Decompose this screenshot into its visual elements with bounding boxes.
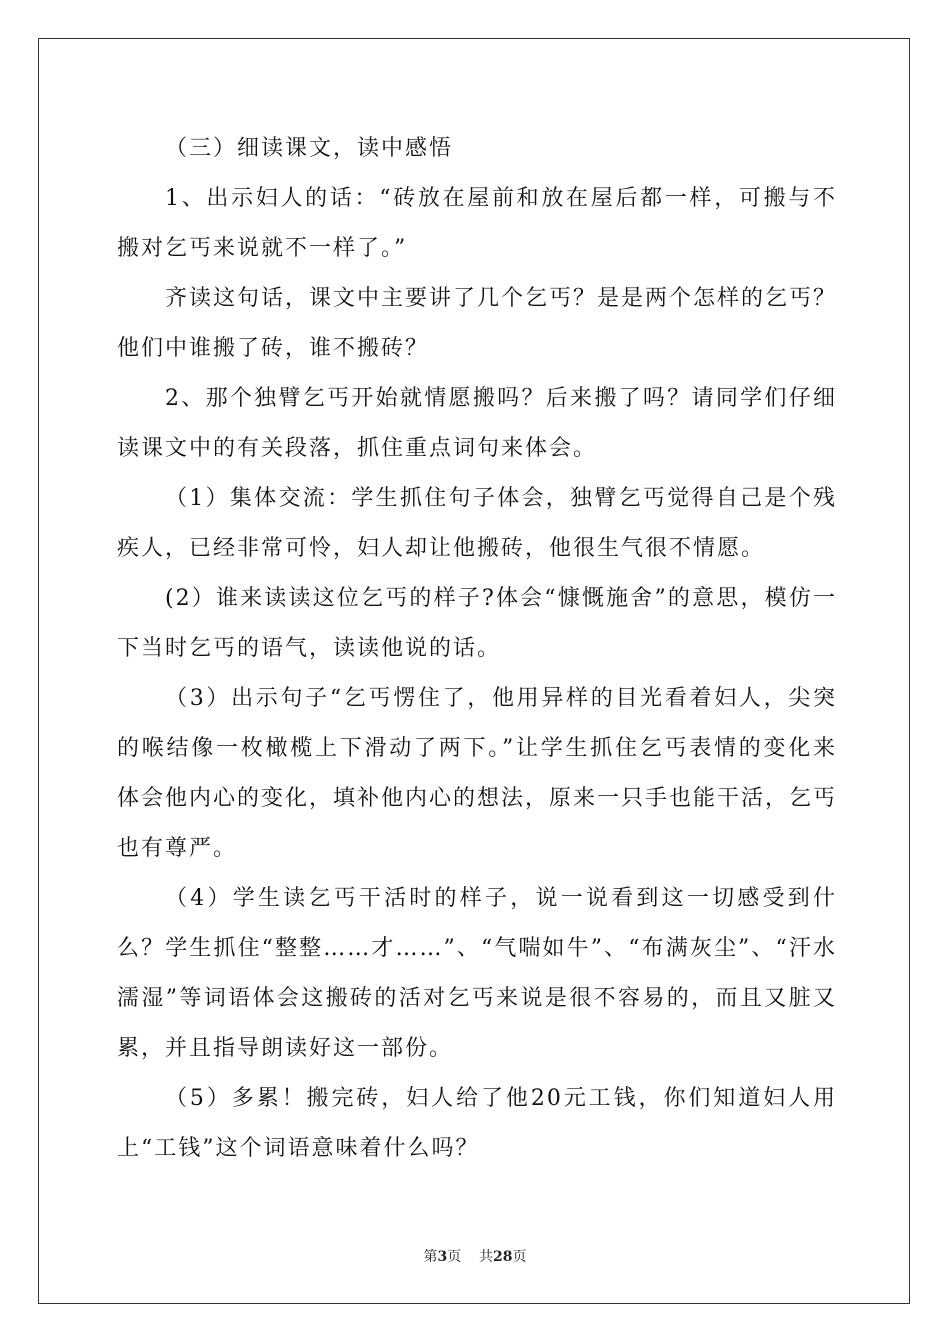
- total-suffix: 页: [512, 1249, 527, 1265]
- page-number: 3: [437, 1249, 448, 1265]
- paragraph-7: （4）学生读乞丐干活时的样子，说一说看到这一切感受到什么？学生抓住“整整……才……”、“气喘如牛”、“布满灰尘”、“汗水濡湿”等词语体会这搬砖的活对乞丐来说是很不容易的，而且又脏又累，并且指导朗读好这一部份。: [117, 886, 837, 1061]
- paragraph-6: （3）出示句子“乞丐愣住了，他用异样的目光看着妇人，尖突的喉结像一枚橄榄上下滑动了两下。”让学生抓住乞丐表情的变化来体会他内心的变化，填补他内心的想法，原来一只手也能干活，乞丐也有尊严。: [117, 686, 838, 861]
- paragraph-8: （5）多累！搬完砖，妇人给了他20元工钱，你们知道妇人用上“工钱”这个词语意味着什么吗？: [117, 1086, 837, 1161]
- total-prefix: 共: [479, 1249, 494, 1265]
- paragraph-2: 齐读这句话，课文中主要讲了几个乞丐？是是两个怎样的乞丐？他们中谁搬了砖，谁不搬砖？: [117, 286, 838, 361]
- paragraph-4: （1）集体交流：学生抓住句子体会，独臂乞丐觉得自己是个残疾人，已经非常可怜，妇人却让他搬砖，他很生气很不情愿。: [117, 486, 837, 561]
- total-pages: 28: [493, 1249, 513, 1265]
- paragraph-5: (2）谁来读读这位乞丐的样子?体会“慷慨施舍”的意思，模仿一下当时乞丐的语气，读读他说的话。: [117, 586, 837, 661]
- section-heading: （三）细读课文，读中感悟: [165, 136, 454, 161]
- page-footer: [0, 1246, 950, 1266]
- page-suffix: 页: [447, 1249, 462, 1265]
- paragraph-3: 2、那个独臂乞丐开始就情愿搬吗？后来搬了吗？请同学们仔细读课文中的有关段落，抓住重点词句来体会。: [117, 386, 837, 461]
- document-body: [117, 124, 837, 1174]
- paragraph-1: 1、出示妇人的话：“砖放在屋前和放在屋后都一样，可搬与不搬对乞丐来说就不一样了。”: [117, 186, 837, 261]
- page-prefix: 第: [423, 1249, 438, 1265]
